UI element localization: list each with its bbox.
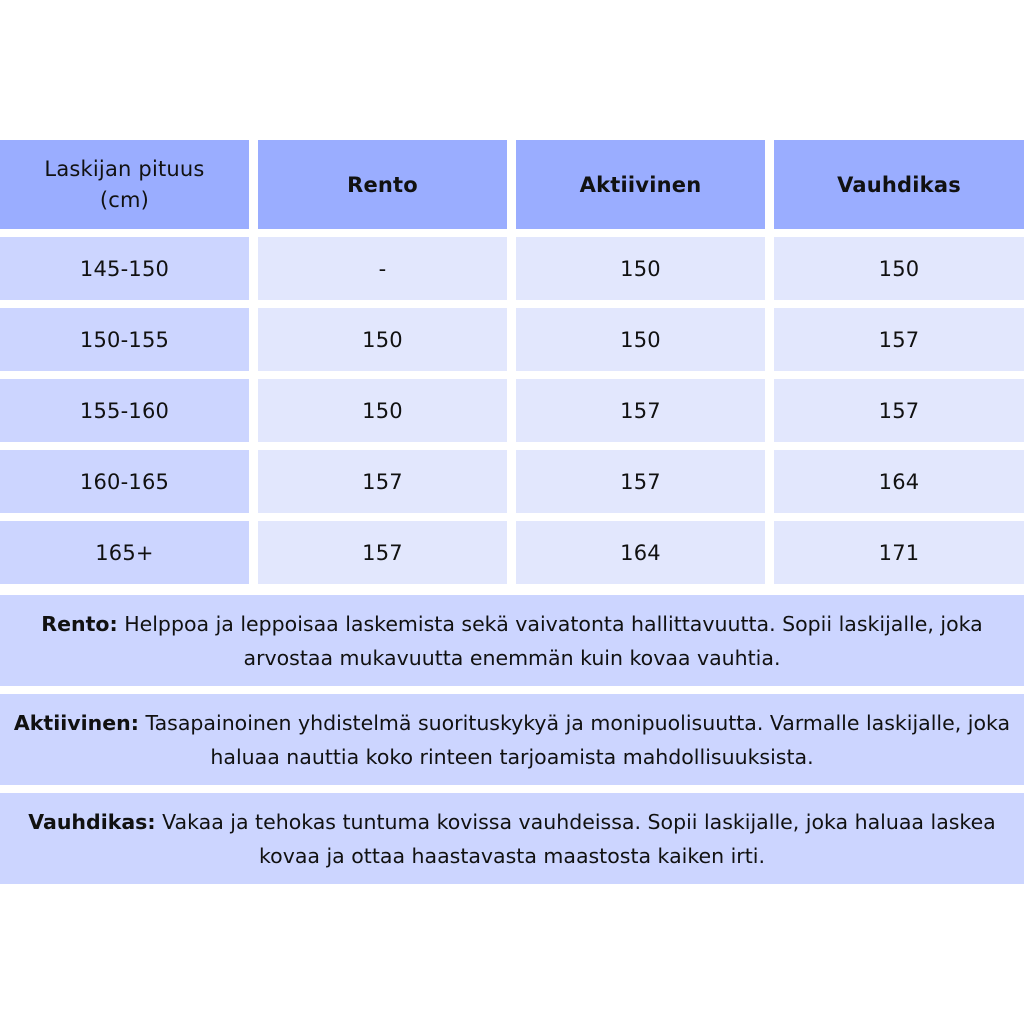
aktiivinen-cell: 157 bbox=[516, 379, 765, 442]
table-row bbox=[0, 521, 1024, 584]
height-cell: 160-165 bbox=[0, 450, 249, 513]
note-aktiivinen-lead: Aktiivinen: bbox=[13, 710, 139, 735]
header-height-label-line2: (cm) bbox=[99, 187, 150, 212]
height-cell: 150-155 bbox=[0, 308, 249, 371]
table-row bbox=[0, 450, 1024, 513]
note-rento-text bbox=[6, 607, 1018, 675]
note-aktiivinen-body: Tasapainoinen yhdistelmä suorituskykyä ja monipuolisuutta. Varmalle laskijalle, joka haluaa nauttia koko rinteen tarjoamista mahdollisuuksista. bbox=[145, 710, 1011, 769]
note-vauhdikas-text bbox=[6, 805, 1018, 873]
aktiivinen-cell: 150 bbox=[516, 237, 765, 300]
header-height-label bbox=[0, 140, 249, 229]
aktiivinen-cell: 164 bbox=[516, 521, 765, 584]
note-rento-lead: Rento: bbox=[41, 611, 118, 636]
vauhdikas-cell: 157 bbox=[774, 308, 1024, 371]
header-rento: Rento bbox=[258, 140, 507, 229]
table-row bbox=[0, 379, 1024, 442]
rento-cell: 150 bbox=[258, 308, 507, 371]
aktiivinen-cell: 150 bbox=[516, 308, 765, 371]
size-table bbox=[0, 140, 1024, 592]
style-descriptions bbox=[0, 595, 1024, 892]
rento-cell: - bbox=[258, 237, 507, 300]
note-vauhdikas-body: Vakaa ja tehokas tuntuma kovissa vauhdeissa. Sopii laskijalle, joka haluaa laskea kovaa ja ottaa haastavasta maastosta kaiken irti. bbox=[162, 809, 996, 868]
aktiivinen-cell: 157 bbox=[516, 450, 765, 513]
header-height-label-line1: Laskijan pituus bbox=[44, 156, 205, 181]
height-cell: 155-160 bbox=[0, 379, 249, 442]
height-cell: 145-150 bbox=[0, 237, 249, 300]
note-rento-body: Helppoa ja leppoisaa laskemista sekä vaivatonta hallittavuutta. Sopii laskijalle, joka arvostaa mukavuutta enemmän kuin kovaa vauhtia. bbox=[124, 611, 983, 670]
note-rento bbox=[0, 595, 1024, 686]
table-header-row bbox=[0, 140, 1024, 229]
rento-cell: 157 bbox=[258, 521, 507, 584]
vauhdikas-cell: 150 bbox=[774, 237, 1024, 300]
table-row bbox=[0, 237, 1024, 300]
note-vauhdikas-lead: Vauhdikas: bbox=[28, 809, 156, 834]
vauhdikas-cell: 164 bbox=[774, 450, 1024, 513]
note-vauhdikas bbox=[0, 793, 1024, 884]
table-row bbox=[0, 308, 1024, 371]
rento-cell: 157 bbox=[258, 450, 507, 513]
header-vauhdikas: Vauhdikas bbox=[774, 140, 1024, 229]
height-cell: 165+ bbox=[0, 521, 249, 584]
note-aktiivinen-text bbox=[6, 706, 1018, 774]
header-aktiivinen: Aktiivinen bbox=[516, 140, 765, 229]
note-aktiivinen bbox=[0, 694, 1024, 785]
vauhdikas-cell: 171 bbox=[774, 521, 1024, 584]
rento-cell: 150 bbox=[258, 379, 507, 442]
vauhdikas-cell: 157 bbox=[774, 379, 1024, 442]
